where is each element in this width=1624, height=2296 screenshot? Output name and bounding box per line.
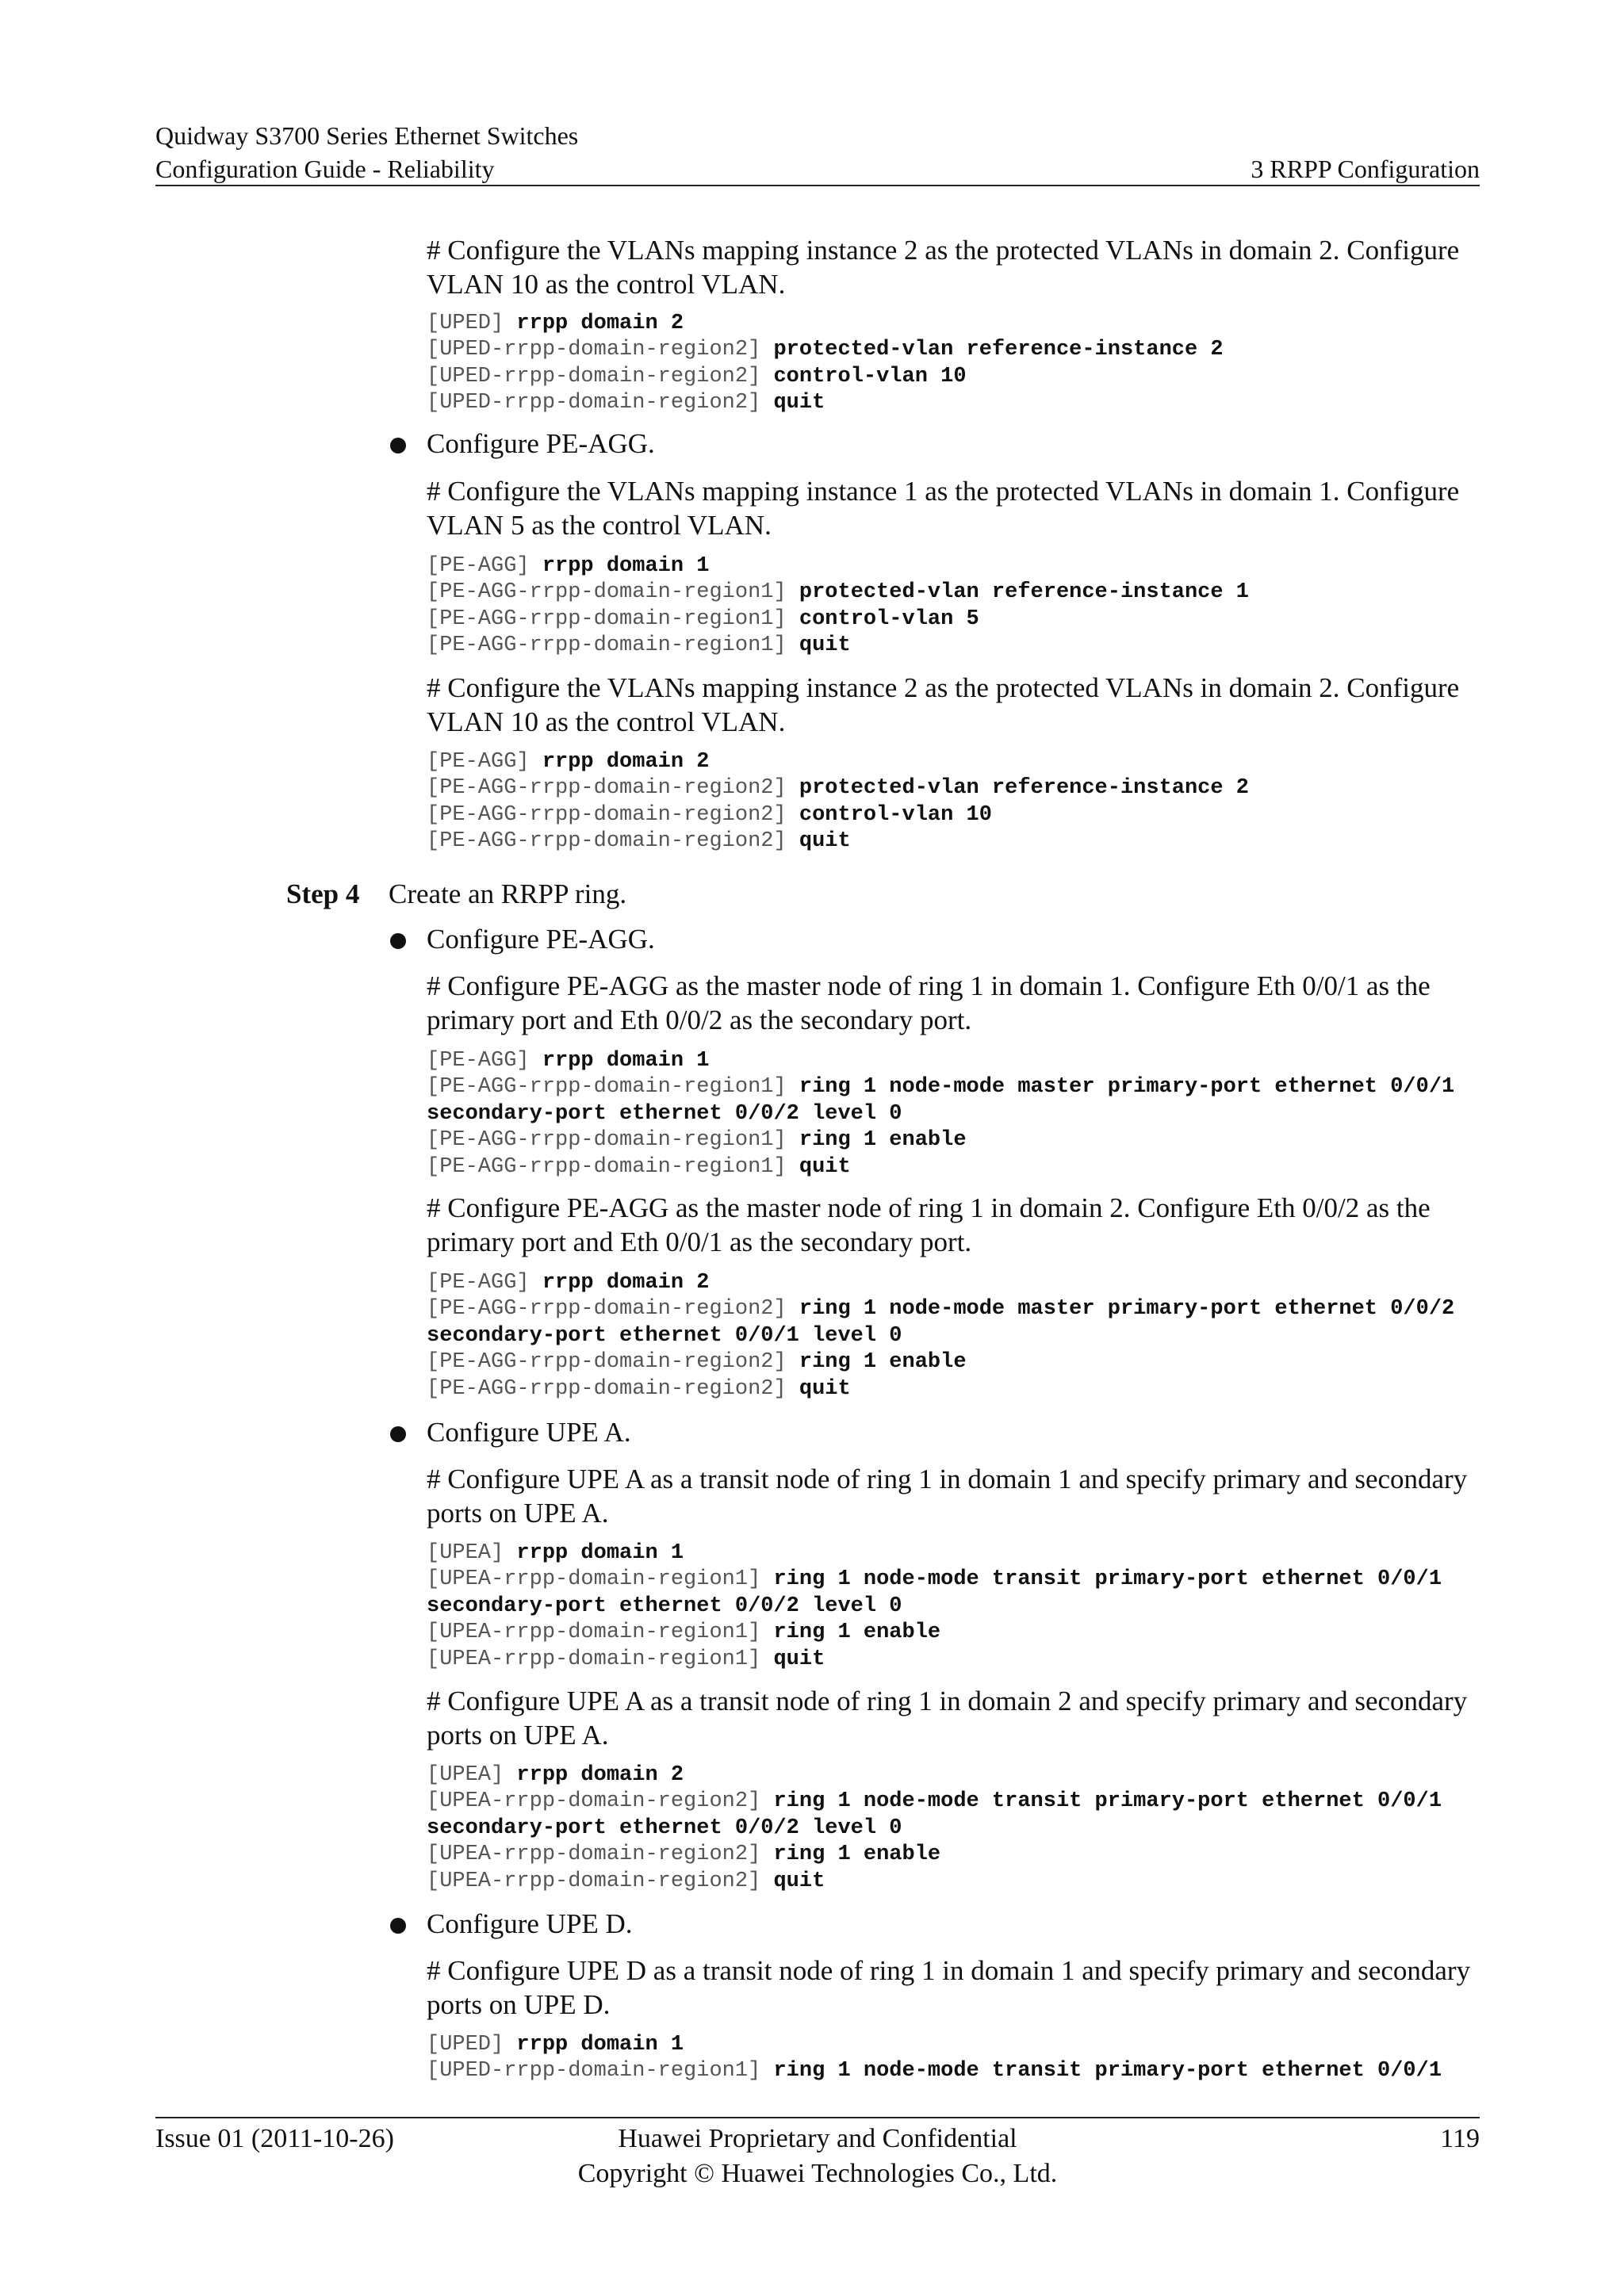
code-command: control-vlan 5 [799,607,979,631]
code-command: ring 1 node-mode transit primary-port ethernet 0/0/1 [773,1567,1442,1592]
code-line [427,802,1249,828]
code-prompt: [UPEA-rrpp-domain-region1] [427,1621,774,1645]
code-line [427,1567,1442,1593]
code-prompt: [UPEA-rrpp-domain-region1] [427,1647,774,1671]
paragraph: # Configure UPE A as a transit node of ring 1 in domain 2 and specify primary and secondary ports on UPE A. [427,1686,1468,1751]
bullet-icon [390,933,406,949]
code-line [427,1816,1442,1842]
code-command: rrpp domain 1 [542,554,710,578]
code-prompt: [PE-AGG-rrpp-domain-region2] [427,1376,799,1401]
step-label: Step 4 [286,878,360,909]
step-text: Create an RRPP ring. [389,878,627,909]
code-prompt: [PE-AGG-rrpp-domain-region1] [427,633,799,658]
code-prompt: [UPEA-rrpp-domain-region2] [427,1843,774,1867]
code-prompt: [PE-AGG-rrpp-domain-region2] [427,829,799,854]
code-command: secondary-port ethernet 0/0/1 level 0 [427,1323,902,1348]
code-command: rrpp domain 1 [542,1049,710,1073]
code-line [427,580,1249,606]
code-command: rrpp domain 2 [516,312,684,335]
code-command: quit [799,829,851,854]
code-line [427,1127,1454,1154]
footer-divider [155,2117,1480,2118]
header-divider [155,185,1480,186]
code-line [427,1349,1454,1376]
code-line [427,364,1224,390]
code-command: rrpp domain 1 [516,1541,684,1565]
code-command: control-vlan 10 [773,364,967,388]
code-command: control-vlan 10 [799,802,992,827]
code-prompt: [UPED-rrpp-domain-region2] [427,364,774,388]
code-command: rrpp domain 2 [542,750,710,774]
bullet-icon [390,438,406,453]
code-command: protected-vlan reference-instance 2 [773,338,1224,362]
code-command: protected-vlan reference-instance 1 [799,580,1249,605]
code-prompt: [PE-AGG-rrpp-domain-region2] [427,1350,799,1375]
header-row [155,152,1480,186]
paragraph: # Configure UPE A as a transit node of ring 1 in domain 1 and specify primary and secondary ports on UPE A. [427,1464,1468,1529]
code-line [427,2032,1442,2058]
code-line [427,1074,1454,1100]
code-block [427,1540,1442,1673]
code-command: rrpp domain 2 [516,1763,684,1787]
code-command: quit [773,391,825,415]
code-prompt: [PE-AGG-rrpp-domain-region2] [427,1297,799,1322]
code-prompt: [UPEA] [427,1763,517,1787]
code-prompt: [PE-AGG-rrpp-domain-region1] [427,1154,799,1179]
code-block [427,1048,1454,1181]
header-product: Quidway S3700 Series Ethernet Switches [155,121,579,150]
code-prompt: [PE-AGG-rrpp-domain-region1] [427,1075,799,1100]
code-command: secondary-port ethernet 0/0/2 level 0 [427,1594,902,1618]
code-prompt: [PE-AGG] [427,1049,542,1073]
code-line [427,390,1224,416]
footer-center [155,2122,1480,2191]
paragraph: # Configure the VLANs mapping instance 2 as the protected VLANs in domain 2. Configure VLAN 10 as the control VLAN. [427,672,1460,737]
paragraph: # Configure the VLANs mapping instance 2 as the protected VLANs in domain 2. Configure VLAN 10 as the control VLAN. [427,235,1460,300]
code-line [427,553,1249,580]
code-line [427,1101,1454,1127]
page-header [155,119,1480,186]
code-prompt: [UPED-rrpp-domain-region2] [427,338,774,362]
code-line [427,2058,1442,2084]
code-prompt: [PE-AGG-rrpp-domain-region2] [427,776,799,801]
code-line [427,1323,1454,1349]
code-prompt: [PE-AGG] [427,750,542,774]
code-prompt: [PE-AGG-rrpp-domain-region1] [427,580,799,605]
code-block [427,2032,1442,2085]
code-prompt: [UPED-rrpp-domain-region1] [427,2059,774,2084]
bullet-text: Configure PE-AGG. [427,924,655,955]
code-prompt: [UPEA-rrpp-domain-region2] [427,1789,774,1814]
code-prompt: [UPED] [427,312,517,335]
code-command: ring 1 node-mode transit primary-port ethernet 0/0/1 [773,1789,1442,1814]
code-command: quit [799,1376,851,1401]
code-prompt: [PE-AGG] [427,554,542,578]
code-line [427,311,1224,337]
code-command: quit [773,1647,825,1671]
code-line [427,828,1249,855]
code-command: quit [773,1869,825,1893]
code-prompt: [PE-AGG] [427,1271,542,1295]
code-command: secondary-port ethernet 0/0/2 level 0 [427,1101,902,1126]
header-chapter: 3 RRPP Configuration [1251,155,1480,183]
code-block [427,311,1224,417]
code-line [427,1296,1454,1322]
page-number: 119 [1440,2124,1480,2153]
code-command: ring 1 node-mode master primary-port ethernet 0/0/1 [799,1075,1455,1100]
code-prompt: [UPEA-rrpp-domain-region1] [427,1567,774,1592]
paragraph: # Configure PE-AGG as the master node of ring 1 in domain 2. Configure Eth 0/0/2 as the primary port and Eth 0/0/1 as the secondary port. [427,1192,1431,1257]
code-line [427,1842,1442,1868]
bullet-text: Configure UPE D. [427,1908,633,1939]
code-line [427,1540,1442,1567]
footer-issue: Issue 01 (2011-10-26) [155,2124,394,2153]
code-prompt: [PE-AGG-rrpp-domain-region2] [427,802,799,827]
code-line [427,633,1249,659]
paragraph: # Configure UPE D as a transit node of ring 1 in domain 1 and specify primary and secondary ports on UPE D. [427,1955,1471,2020]
code-command: ring 1 enable [773,1621,941,1645]
header-guide: Configuration Guide - Reliability [155,155,495,183]
code-block [427,749,1249,855]
code-command: quit [799,1154,851,1179]
code-line [427,1869,1442,1895]
footer-copyright: Copyright © Huawei Technologies Co., Ltd. [577,2159,1058,2188]
code-prompt: [UPEA] [427,1541,517,1565]
code-line [427,775,1249,802]
bullet-text: Configure UPE A. [427,1417,631,1448]
code-line [427,337,1224,363]
code-line [427,749,1249,775]
code-command: ring 1 enable [799,1128,967,1153]
paragraph: # Configure PE-AGG as the master node of ring 1 in domain 1. Configure Eth 0/0/1 as the primary port and Eth 0/0/2 as the secondary port. [427,970,1431,1035]
code-line [427,1594,1442,1620]
code-command: ring 1 node-mode master primary-port ethernet 0/0/2 [799,1297,1455,1322]
code-command: protected-vlan reference-instance 2 [799,776,1249,801]
code-line [427,1762,1442,1789]
code-prompt: [PE-AGG-rrpp-domain-region1] [427,1128,799,1153]
code-block [427,553,1249,660]
code-line [427,1620,1442,1646]
code-prompt: [UPED-rrpp-domain-region2] [427,391,774,415]
bullet-text: Configure PE-AGG. [427,428,655,459]
bullet-icon [390,1426,406,1442]
code-command: secondary-port ethernet 0/0/2 level 0 [427,1816,902,1840]
code-prompt: [PE-AGG-rrpp-domain-region1] [427,607,799,631]
code-line [427,1048,1454,1074]
code-command: quit [799,633,851,658]
code-prompt: [UPED] [427,2033,517,2057]
code-command: rrpp domain 2 [542,1271,710,1295]
code-block [427,1270,1454,1402]
code-prompt: [UPEA-rrpp-domain-region2] [427,1869,774,1893]
code-line [427,1270,1454,1296]
code-block [427,1762,1442,1895]
code-command: ring 1 enable [773,1843,941,1867]
paragraph: # Configure the VLANs mapping instance 1 as the protected VLANs in domain 1. Configure VLAN 5 as the control VLAN. [427,476,1460,541]
code-line [427,1154,1454,1181]
code-command: ring 1 enable [799,1350,967,1375]
code-line [427,1789,1442,1815]
code-line [427,607,1249,633]
code-command: ring 1 node-mode transit primary-port ethernet 0/0/1 [773,2059,1442,2084]
code-line [427,1647,1442,1673]
bullet-icon [390,1918,406,1934]
code-command: rrpp domain 1 [516,2033,684,2057]
code-line [427,1376,1454,1402]
footer-confidential: Huawei Proprietary and Confidential [618,2124,1017,2153]
